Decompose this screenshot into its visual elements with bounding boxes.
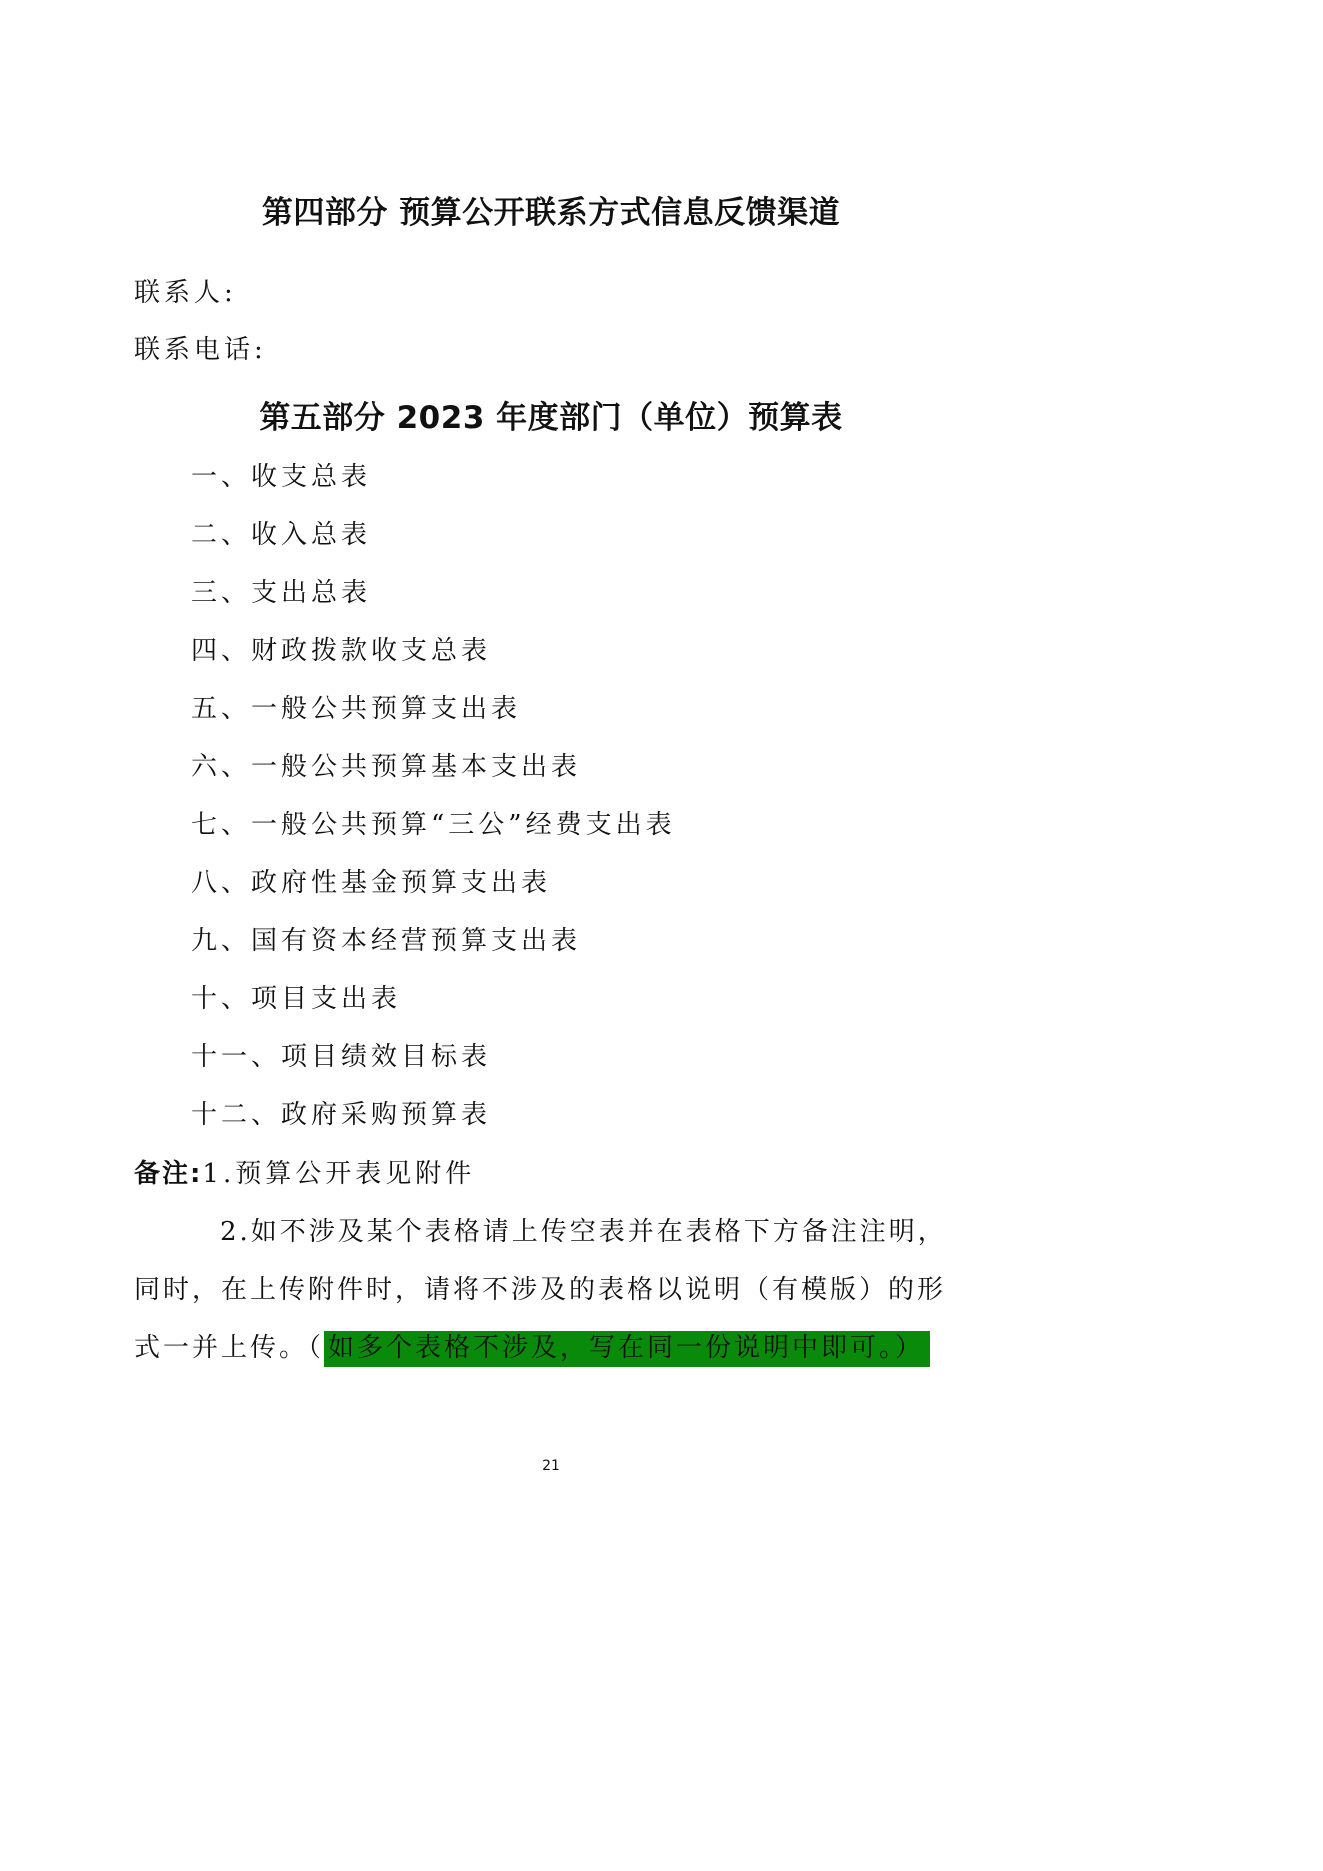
note-item-2-line-3-text: 式一并上传。（ bbox=[134, 1333, 325, 1363]
contact-phone-label: 联系电话: bbox=[134, 335, 267, 365]
page-number: 21 bbox=[542, 1458, 560, 1474]
section-5-title: 第五部分 2023 年度部门（单位）预算表 bbox=[259, 400, 843, 436]
list-item: 一、收支总表 bbox=[191, 462, 372, 492]
note-label: 备注: bbox=[134, 1159, 203, 1189]
contact-person-label: 联系人: bbox=[134, 278, 237, 308]
list-item: 四、财政拨款收支总表 bbox=[191, 636, 492, 666]
list-item: 八、政府性基金预算支出表 bbox=[191, 868, 552, 898]
list-item: 十、项目支出表 bbox=[191, 984, 402, 1014]
note-item-2-line-3 bbox=[134, 1330, 930, 1366]
note-item-2-line-1: 2.如不涉及某个表格请上传空表并在表格下方备注注明， bbox=[220, 1217, 947, 1247]
highlighted-note: 如多个表格不涉及，写在同一份说明中即可。） bbox=[324, 1331, 930, 1367]
list-item: 三、支出总表 bbox=[191, 578, 372, 608]
list-item: 五、一般公共预算支出表 bbox=[191, 694, 522, 724]
list-item: 十二、政府采购预算表 bbox=[191, 1100, 492, 1130]
list-item: 六、一般公共预算基本支出表 bbox=[191, 752, 582, 782]
note-item-1 bbox=[134, 1156, 475, 1192]
note-item-2-line-2: 同时，在上传附件时，请将不涉及的表格以说明（有模版）的形 bbox=[134, 1275, 947, 1305]
list-item: 九、国有资本经营预算支出表 bbox=[191, 926, 582, 956]
list-item: 十一、项目绩效目标表 bbox=[191, 1042, 492, 1072]
note-item-1-text: 1.预算公开表见附件 bbox=[202, 1159, 476, 1189]
list-item: 二、收入总表 bbox=[191, 520, 372, 550]
list-item: 七、一般公共预算“三公”经费支出表 bbox=[191, 810, 676, 840]
section-4-title: 第四部分 预算公开联系方式信息反馈渠道 bbox=[261, 195, 841, 231]
